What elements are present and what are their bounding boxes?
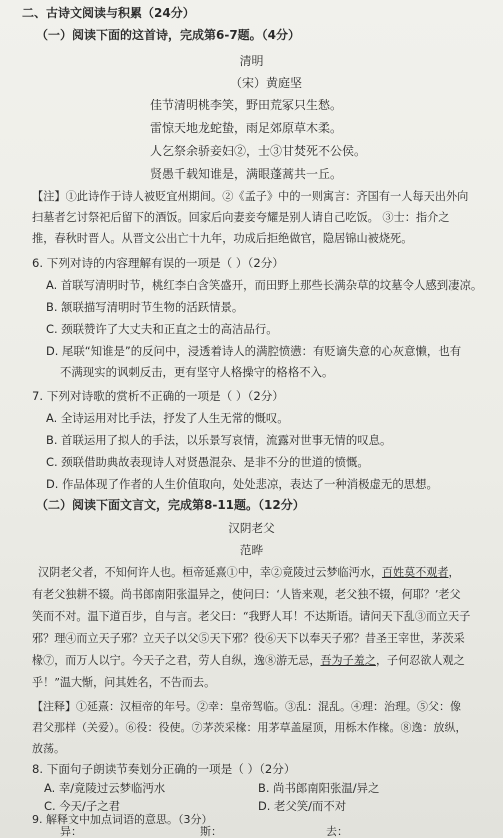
q6-option-a: A. 首联写清明时节，桃红李白含笑盛开，而田野上那些长满杂草的坟墓令人感到凄凉。 [46,278,483,292]
q9-word-yi: 异： [60,825,82,838]
prose-line: 汉阴老父者，不知何许人也。桓帝延熹①中，幸②竟陵过云梦临沔水，百姓莫不观者， [38,566,460,579]
prose-note-line: 君父那样（关爱）。⑥役：役使。⑦茅茨采椽：用茅草盖屋顶，用栎木作椽。⑧逸：放纵， [32,721,467,734]
prose-title: 汉阴老父 [228,521,275,535]
poem-note-line: 推，春秋时晋人。从晋文公出亡十九年，功成后拒绝做官，隐居锦山被烧死。 [32,232,413,245]
q8-option-b: B. 尚书郎南阳张温/异之 [258,781,380,795]
poem-line: 贤愚千载知谁是，满眼蓬蒿共一丘。 [150,167,343,181]
q9-stem: 9. 解释文中加点词语的意思。（3分） [32,813,213,826]
q9-word-qu: 去： [326,825,348,838]
underlined-sentence: 百姓莫不观者 [381,566,449,579]
prose-line: 乎！”温大惭，问其姓名，不告而去。 [32,676,216,689]
poem-note-line: 【注】①此诗作于诗人被贬宜州期间。②《孟子》中的一则寓言：齐国有一人每天出外向 [32,190,469,203]
prose-line: 椽⑦，而万人以宁。今天子之君，劳人自纵，逸⑧游无忌，吾为子羞之，子何忍欲人观之 [32,654,465,667]
prose-note-line: 【注释】①延熹：汉桓帝的年号。②幸：皇帝驾临。③乱：混乱。④理：治理。⑤父：像 [32,700,461,713]
prose-author: 范晔 [239,543,264,557]
q7-stem: 7. 下列对诗歌的赏析不正确的一项是（ ）（2分） [32,389,284,403]
q8-option-d: D. 老父笑/而不对 [258,799,347,813]
underlined-sentence: 吾为子羞之 [320,654,376,667]
q8-stem: 8. 下面句子朗读节奏划分正确的一项是（ ）（2分） [32,762,296,776]
q6-option-d-cont: 不满现实的讽刺反击，更有坚守人格操守的格格不入。 [60,365,334,379]
prose-line: 邪？理④而立天子邪？立天子以父⑤天下邪？役⑥天下以奉天子邪？昔圣王宰世，茅茨采 [32,632,465,645]
part1-heading: （一）阅读下面的这首诗，完成第6-7题。（4分） [36,28,301,42]
q7-option-d: D. 作品体现了作者的人生价值取向，处处悲凉，表达了一种消极虚无的思想。 [46,477,438,491]
poem-author: （宋）黄庭坚 [230,76,303,90]
part2-heading: （二）阅读下面文言文，完成第8-11题。（12分） [36,498,305,512]
prose-line: 笑而不对。温下道百步，自与言。老父曰：“我野人耳！不达斯语。请问天下乱③而立天子 [32,610,471,623]
q7-option-a: A. 全诗运用对比手法，抒发了人生无常的慨叹。 [46,411,289,425]
prose-line: 有老父独耕不辍。尚书郎南阳张温异之，使问曰：‘人皆来观，老父独不辍，何耶？’老父 [32,588,461,601]
section-heading: 二、古诗文阅读与积累（24分） [22,6,195,20]
prose-note-line: 放荡。 [32,742,65,755]
q6-option-c: C. 颈联赞许了大丈夫和正直之士的高洁品行。 [46,322,278,336]
q7-option-b: B. 首联运用了拟人的手法，以乐景写哀情，流露对世事无情的叹息。 [46,433,392,447]
q8-option-a: A. 幸/竟陵过云梦临沔水 [44,781,166,795]
poem-line: 人乞祭余骄妾妇②，士③甘焚死不公侯。 [150,144,367,158]
q9-word-si: 斯： [200,825,222,838]
q8-option-c: C. 今天/子之君 [44,799,120,813]
q6-option-b: B. 颔联描写清明时节生物的活跃情景。 [46,300,244,314]
q6-option-d: D. 尾联“知谁是”的反问中，浸透着诗人的满腔愤懑：有贬谪失意的心灰意懒，也有 [46,344,462,358]
q7-option-c: C. 颈联借助典故表现诗人对贤愚混杂、是非不分的世道的愤慨。 [46,455,369,469]
q6-stem: 6. 下列对诗的内容理解有误的一项是（ ）（2分） [32,256,284,270]
poem-title: 清明 [239,54,264,68]
poem-line: 雷惊天地龙蛇蛰，雨足郊原草木柔。 [150,121,343,135]
poem-line: 佳节清明桃李笑，野田荒冢只生愁。 [150,98,343,112]
poem-note-line: 扫墓者乞讨祭祀后留下的酒饭。回家后向妻妾夸耀是别人请自己吃饭。 ③士：指介之 [32,211,450,224]
